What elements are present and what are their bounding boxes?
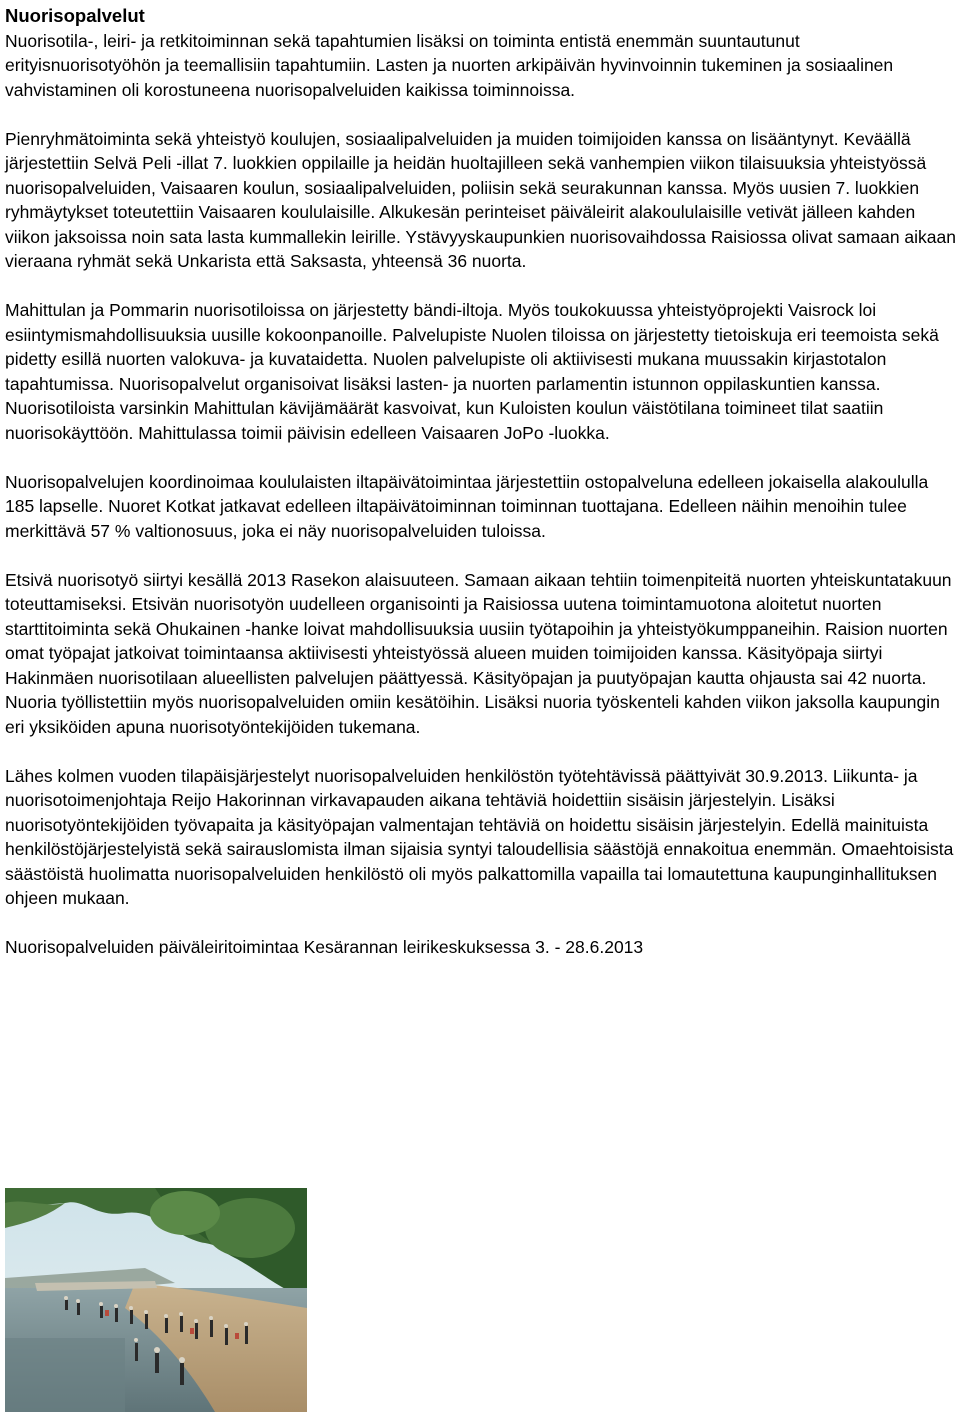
paragraph-youth-spaces: Mahittulan ja Pommarin nuorisotiloissa on järjestetty bändi-iltoja. Myös toukokuussa yhteistyöprojekti Vaisrock loi esiintymismahdollisuuksia uusille kokoonpanoille. Palvelupiste Nuolen tiloissa on järjestetty tietoiskuja eri teemoista sekä pidetty esillä nuorten valokuva- ja kuvataidetta. Nuolen palvelupiste oli aktiivisesti mukana muussakin kirjastotalon tapahtumissa. Nuorisopalvelut organisoivat lisäksi lasten- ja nuorten parlamentin istunnon oppilaskuntien kanssa. Nuorisotiloista varsinkin Mahittulan kävijämäärät kasvoivat, kun Kuloisten koulun väistötilana toimineet tilat saatiin nuorisokäyttöön. Mahittulassa toimii päivisin edelleen Vaisaaren JoPo -luokka. [5,300,939,443]
beach-scene-image [5,1188,307,1412]
paragraph-afternoon-activities: Nuorisopalvelujen koordinoimaa koululaisten iltapäivätoimintaa järjestettiin ostopalveluna edelleen jokaisella alakoululla 185 lapselle. Nuoret Kotkat jatkavat edelleen iltapäivätoiminnan toiminnan tuottajana. Edelleen näihin menoihin tulee merkittävä 57 % valtionosuus, joka ei näy nuorisopalveluiden tuloissa. [5,471,929,541]
document-page [5,4,957,960]
photo-caption: Nuorisopalveluiden päiväleiritoimintaa Kesärannan leirikeskuksessa 3. - 28.6.2013 [5,937,644,957]
paragraph-staff-arrangements: Lähes kolmen vuoden tilapäisjärjestelyt nuorisopalveluiden henkilöstön työtehtävissä päättyivät 30.9.2013. Liikunta- ja nuorisotoimenjohtaja Reijo Hakorinnan virkavapauden aikana tehtäviä hoidettiin sisäisin järjestelyin. Lisäksi nuorisotyöntekijöiden työvapaita ja käsityöpajan valmentajan tehtäviä on hoidettu sisäisin järjestelyin. Edellä mainituista henkilöstöjärjestelyistä sekä sairauslomista ilman sijaisia syntyi taloudellisia säästöjä ennakoitua enemmän. Omaehtoisista säästöistä huolimatta nuorisopalveluiden henkilöstö oli myös palkattomilla vapailla tai lomautettuna kaupunginhallituksen ohjeen mukaan. [5,765,954,908]
paragraph-intro: Nuorisotila-, leiri- ja retkitoiminnan sekä tapahtumien lisäksi on toiminta entistä enemmän suuntautunut erityisnuorisotyöhön ja teemallisiin tapahtumiin. Lasten ja nuorten arkipäivän hyvinvoinnin tukeminen ja sosiaalinen vahvistaminen oli korostuneena nuorisopalveluiden kaikissa toiminnoissa. [5,30,894,100]
page-title: Nuorisopalvelut [5,5,145,26]
paragraph-outreach-youth-work: Etsivä nuorisotyö siirtyi kesällä 2013 Rasekon alaisuuteen. Samaan aikaan tehtiin toimenpiteitä nuorten yhteiskuntatakuun toteuttamiseksi. Etsivän nuorisotyön uudelleen organisointi ja Raisiossa uutena toimintamuotona aloitetut nuorten starttitoiminta sekä Ohukainen -hanke loivat mahdollisuuksia uusiin työtapoihin ja yhteistyökumppaneihin. Raision nuorten omat työpajat jatkoivat toimintaansa aktiivisesti yhteistyössä alueen muiden toimijoiden kanssa. Käsityöpaja siirtyi Hakinmäen nuorisotilaan alueellisten palvelujen päättyessä. Käsityöpajan ja puutyöpajan kautta ohjausta sai 42 nuorta. Nuoria työllistettiin myös nuorisopalveluiden omiin kesätöihin. Lisäksi nuoria työskenteli kahden viikon jaksolla kaupungin eri yksiköiden apuna nuorisotyöntekijöiden tukemana. [5,569,952,737]
camp-beach-photo [5,1188,307,1412]
paragraph-group-activities: Pienryhmätoiminta sekä yhteistyö koulujen, sosiaalipalveluiden ja muiden toimijoiden kanssa on lisääntynyt. Keväällä järjestettiin Selvä Peli -illat 7. luokkien oppilaille ja heidän huoltajilleen sekä vanhempien viikon tilaisuuksia yhteistyössä nuorisopalveluiden, Vaisaaren koulun, sosiaalipalveluiden, poliisin sekä seurakunnan kanssa. Myös uusien 7. luokkien ryhmäytykset toteutettiin Vaisaaren koululaisille. Alkukesän perinteiset päiväleirit alakoululaisille vetivät jälleen kahden viikon jaksoissa noin sata lasta kummallekin leirille. Ystävyyskaupunkien nuorisovaihdossa Raisiossa olivat samaan aikaan vieraana ryhmät sekä Unkarista että Saksasta, yhteensä 36 nuorta. [5,128,956,271]
